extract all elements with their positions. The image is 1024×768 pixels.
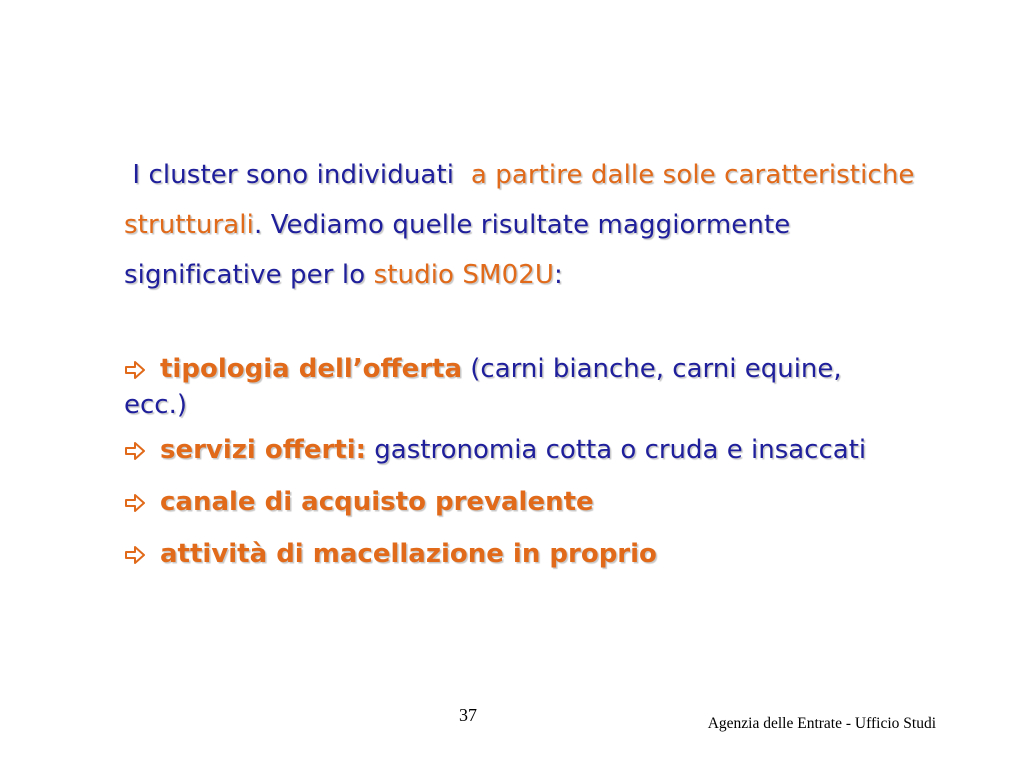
footer-organization: Agenzia delle Entrate - Ufficio Studi — [707, 715, 936, 732]
hollow-arrow-icon — [124, 545, 146, 565]
bullet-detail: gastronomia cotta o cruda e insaccati — [374, 435, 867, 465]
hollow-arrow-icon — [124, 441, 146, 461]
bullet-highlight: tipologia dell’offerta — [160, 354, 463, 384]
bullet-item-tipologia — [124, 351, 904, 423]
intro-separator: . — [253, 210, 271, 240]
intro-text-2: Vediamo quelle risultate maggiormente significative per lo — [124, 210, 791, 290]
bullet-item-canale — [124, 484, 904, 520]
intro-highlight-study: studio SM02U — [373, 260, 554, 290]
hollow-arrow-icon — [124, 360, 146, 380]
intro-paragraph — [124, 150, 924, 300]
intro-colon: : — [553, 260, 563, 290]
bullet-highlight: servizi offerti: — [160, 435, 367, 465]
bullet-highlight: attività di macellazione in proprio — [160, 539, 657, 569]
intro-highlight-structural: a partire dalle sole caratteristiche strutturali — [124, 160, 915, 240]
page-number: 37 — [459, 705, 477, 725]
bullet-detail: (carni bianche, carni equine, ecc.) — [124, 354, 842, 420]
bullet-item-macellazione — [124, 536, 904, 572]
hollow-arrow-icon — [124, 493, 146, 513]
bullet-list — [124, 351, 904, 572]
bullet-item-servizi — [124, 432, 904, 468]
bullet-highlight: canale di acquisto prevalente — [160, 487, 594, 517]
intro-text-1: I cluster sono individuati — [132, 160, 455, 190]
